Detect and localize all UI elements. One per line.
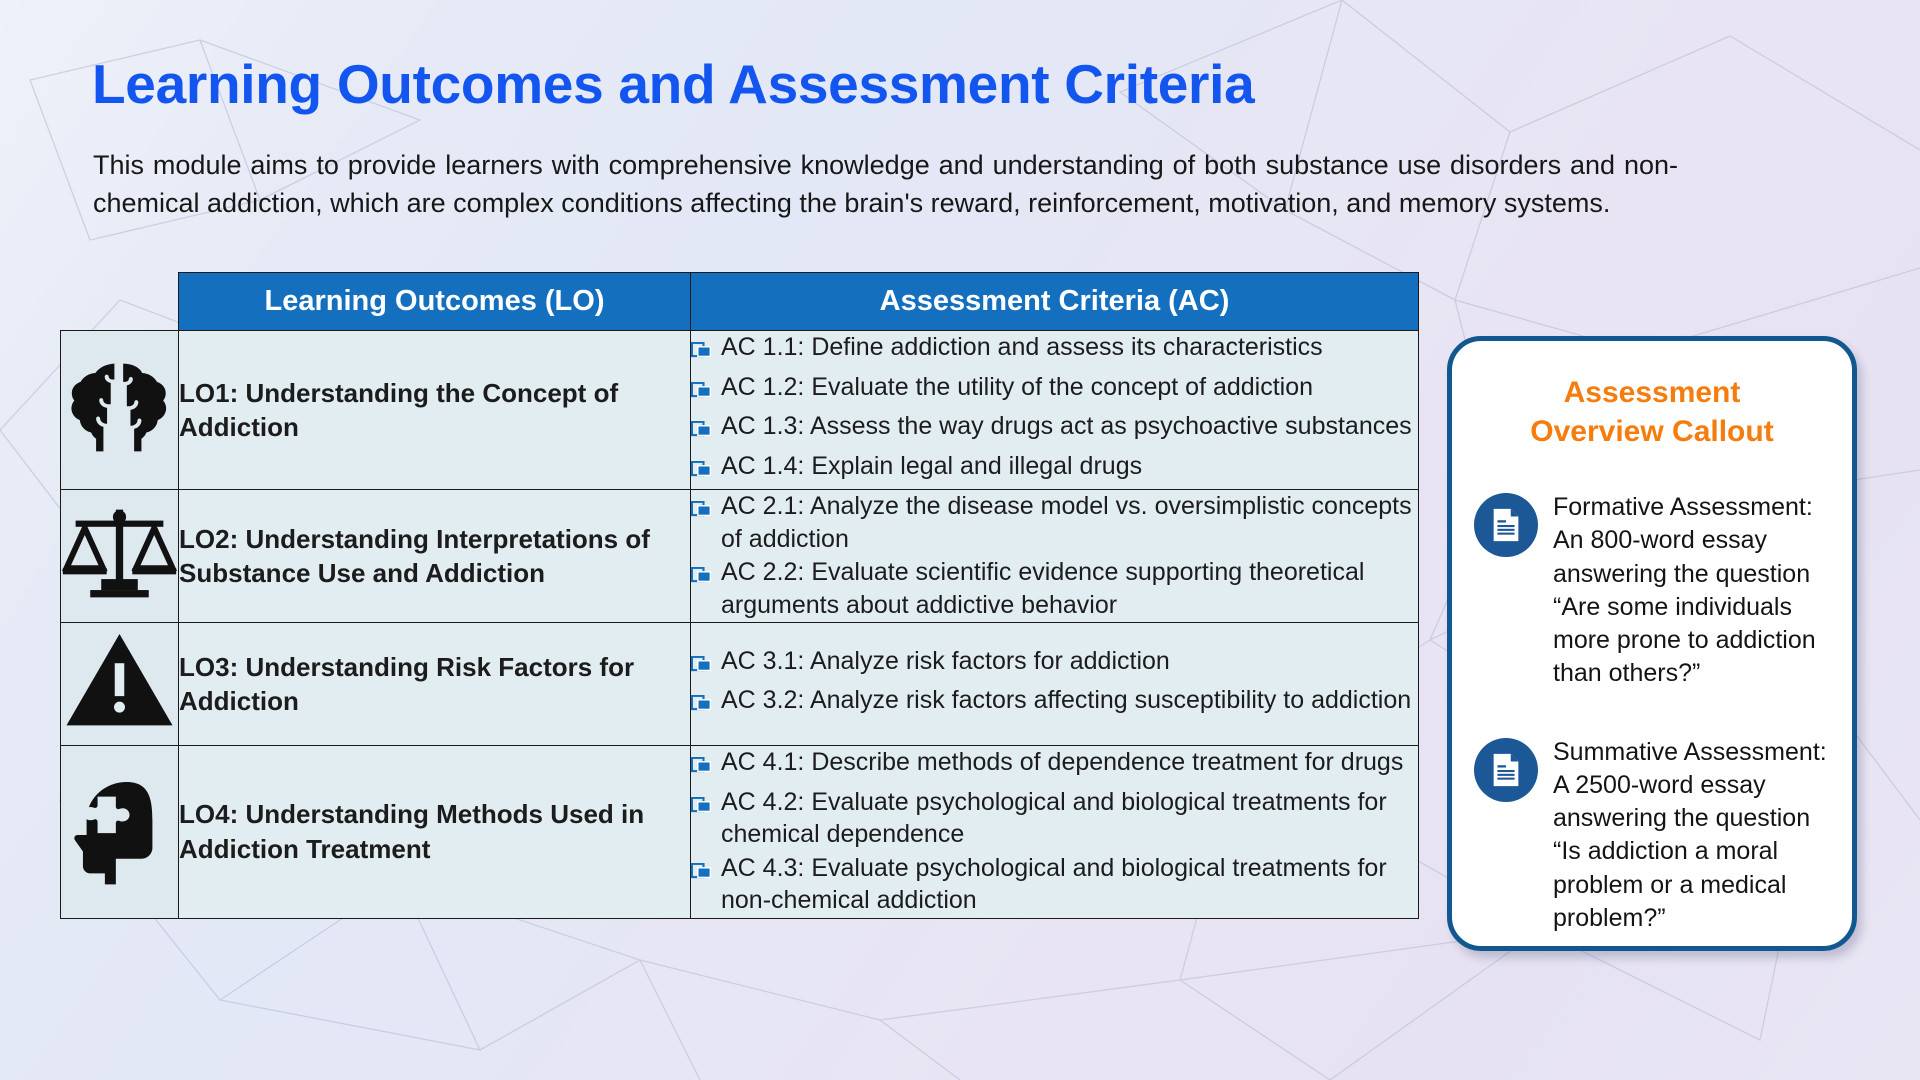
callout-item xyxy=(1474,736,1830,936)
assessment-criteria-cell xyxy=(691,490,1419,623)
bullet-square-icon xyxy=(691,377,712,410)
assessment-criteria-cell xyxy=(691,746,1419,919)
assessment-criteria-list xyxy=(691,331,1418,488)
assessment-criteria-item xyxy=(691,746,1418,785)
learning-outcome-cell: LO2: Understanding Interpretations of Substance Use and Addiction xyxy=(179,490,691,623)
assessment-criteria-item xyxy=(691,490,1418,555)
lo-icon-cell xyxy=(61,623,179,746)
table-row xyxy=(61,490,1419,623)
assessment-criteria-text: AC 4.1: Describe methods of dependence treatment for drugs xyxy=(721,748,1404,776)
assessment-criteria-list xyxy=(691,645,1418,723)
assessment-criteria-cell xyxy=(691,623,1419,746)
bullet-square-icon xyxy=(691,752,712,785)
lo-icon-cell xyxy=(61,746,179,919)
document-icon xyxy=(1474,738,1538,802)
assessment-criteria-item xyxy=(691,645,1418,684)
callout-body xyxy=(1452,491,1852,935)
assessment-criteria-text: AC 1.4: Explain legal and illegal drugs xyxy=(721,451,1143,480)
bullet-square-icon xyxy=(691,792,712,825)
assessment-criteria-text: AC 1.3: Assess the way drugs act as psychoactive substances xyxy=(721,412,1412,440)
callout-title-line1: Assessment xyxy=(1563,376,1741,409)
document-icon xyxy=(1474,493,1538,557)
bullet-square-icon xyxy=(691,496,712,529)
assessment-criteria-text: AC 3.2: Analyze risk factors affecting susceptibility to addiction xyxy=(721,686,1412,714)
bullet-square-icon xyxy=(691,337,712,370)
assessment-criteria-text: AC 1.1: Define addiction and assess its characteristics xyxy=(721,333,1323,361)
lo-icon-cell xyxy=(61,490,179,623)
intro-paragraph: This module aims to provide learners with comprehensive knowledge and understanding of both substance use disorders and non-chemical addiction, which are complex conditions affecting the brain's reward, reinforcement, motivation, and memory systems. xyxy=(93,150,1678,219)
assessment-overview-callout xyxy=(1447,336,1857,951)
bullet-square-icon xyxy=(691,416,712,449)
assessment-criteria-item xyxy=(691,331,1418,370)
learning-outcome-cell: LO3: Understanding Risk Factors for Addiction xyxy=(179,623,691,746)
assessment-criteria-item xyxy=(691,852,1418,917)
assessment-criteria-cell xyxy=(691,331,1419,490)
table-header-learning-outcomes: Learning Outcomes (LO) xyxy=(179,273,691,331)
table-row xyxy=(61,746,1419,919)
assessment-criteria-item xyxy=(691,786,1418,851)
learning-outcomes-table xyxy=(60,272,1419,919)
assessment-criteria-item xyxy=(691,556,1418,621)
assessment-criteria-item xyxy=(691,410,1418,449)
bullet-square-icon xyxy=(691,562,712,595)
assessment-criteria-item xyxy=(691,371,1418,410)
assessment-criteria-text: AC 2.2: Evaluate scientific evidence supporting theoretical arguments about addictive behavior xyxy=(721,558,1365,619)
callout-item xyxy=(1474,491,1830,691)
assessment-criteria-text: AC 4.2: Evaluate psychological and biological treatments for chemical dependence xyxy=(721,787,1387,848)
table-header-row xyxy=(61,273,1419,331)
warning-triangle-icon xyxy=(61,727,178,744)
page-title: Learning Outcomes and Assessment Criteria xyxy=(92,53,1255,115)
table-header-assessment-criteria: Assessment Criteria (AC) xyxy=(691,273,1419,331)
assessment-criteria-text: AC 1.2: Evaluate the utility of the concept of addiction xyxy=(721,372,1314,401)
bullet-square-icon xyxy=(691,651,712,684)
table-row xyxy=(61,623,1419,746)
bullet-square-icon xyxy=(691,690,712,723)
bullet-square-icon xyxy=(691,858,712,891)
assessment-criteria-item xyxy=(691,684,1418,723)
learning-outcome-cell: LO1: Understanding the Concept of Addiction xyxy=(179,331,691,490)
assessment-criteria-list xyxy=(691,490,1418,621)
table-header-icon-blank xyxy=(61,273,179,331)
head-puzzle-icon xyxy=(61,875,178,892)
callout-title xyxy=(1452,373,1852,451)
learning-outcome-cell: LO4: Understanding Methods Used in Addiction Treatment xyxy=(179,746,691,919)
assessment-criteria-text: AC 4.3: Evaluate psychological and biological treatments for non-chemical addiction xyxy=(721,853,1387,914)
callout-title-line2: Overview Callout xyxy=(1530,415,1774,448)
table-row xyxy=(61,331,1419,490)
callout-item-text: Summative Assessment: A 2500-word essay answering the question “Is addiction a moral problem or a medical problem?” xyxy=(1553,737,1827,932)
assessment-criteria-text: AC 3.1: Analyze risk factors for addiction xyxy=(721,646,1170,675)
bullet-square-icon xyxy=(691,456,712,489)
brain-icon xyxy=(61,453,178,470)
assessment-criteria-list xyxy=(691,746,1418,917)
balance-scales-icon xyxy=(61,599,178,616)
lo-icon-cell xyxy=(61,331,179,490)
callout-item-text: Formative Assessment: An 800-word essay answering the question “Are some individuals more prone to addiction than others?” xyxy=(1553,493,1816,688)
assessment-criteria-item xyxy=(691,450,1418,489)
assessment-criteria-text: AC 2.1: Analyze the disease model vs. oversimplistic concepts of addiction xyxy=(721,492,1412,553)
